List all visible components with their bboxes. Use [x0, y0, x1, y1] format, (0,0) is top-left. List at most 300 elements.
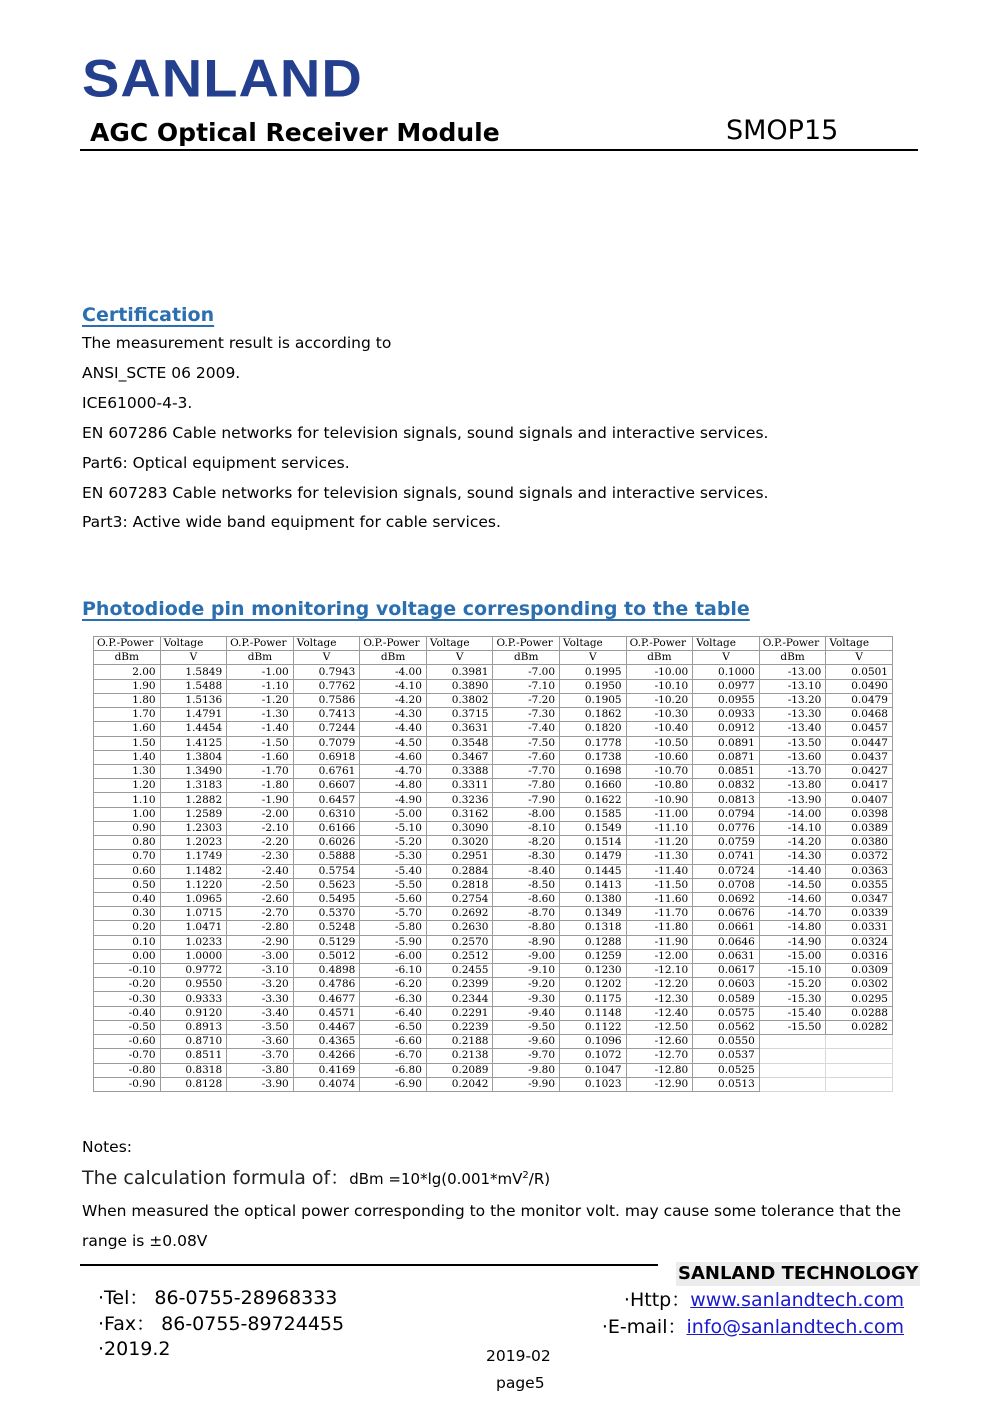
data-power-cell: -11.20 [626, 836, 693, 850]
data-power-cell: -4.50 [360, 736, 427, 750]
data-power-cell: -6.50 [360, 1020, 427, 1034]
data-power-cell: 0.00 [94, 949, 161, 963]
data-power-cell: -7.30 [493, 708, 560, 722]
unit-voltage-cell: V [426, 651, 493, 665]
data-voltage-cell: 1.1482 [160, 864, 227, 878]
data-voltage-cell: 1.1220 [160, 878, 227, 892]
data-voltage-cell: 0.1514 [560, 836, 627, 850]
data-voltage-cell: 0.0912 [693, 722, 760, 736]
data-voltage-cell: 0.0339 [826, 907, 893, 921]
data-voltage-cell: 0.0479 [826, 693, 893, 707]
unit-voltage-cell: V [560, 651, 627, 665]
data-power-cell: -9.30 [493, 992, 560, 1006]
data-power-cell: 1.80 [94, 693, 161, 707]
data-voltage-cell: 0.0282 [826, 1020, 893, 1034]
table-row [94, 864, 893, 878]
data-power-cell: -15.20 [759, 978, 826, 992]
data-voltage-cell: 0.0589 [693, 992, 760, 1006]
email-link[interactable]: info@sanlandtech.com [686, 1316, 904, 1338]
data-power-cell: -1.30 [227, 708, 294, 722]
data-voltage-cell: 0.1698 [560, 764, 627, 778]
data-power-cell: -14.90 [759, 935, 826, 949]
data-voltage-cell: 0.3090 [426, 821, 493, 835]
data-voltage-cell: 1.5136 [160, 693, 227, 707]
data-power-cell: -5.70 [360, 907, 427, 921]
data-voltage-cell: 0.1413 [560, 878, 627, 892]
data-power-cell: -14.40 [759, 864, 826, 878]
tolerance-note: When measured the optical power corresponding to the monitor volt. may cause some tolerance that the range is ±0.08V [82, 1202, 902, 1250]
data-power-cell: -11.50 [626, 878, 693, 892]
data-power-cell: -5.40 [360, 864, 427, 878]
data-power-cell: -3.20 [227, 978, 294, 992]
data-voltage-cell: 0.6026 [293, 836, 360, 850]
data-voltage-cell [826, 1049, 893, 1063]
data-power-cell: -15.00 [759, 949, 826, 963]
data-power-cell: 1.10 [94, 793, 161, 807]
data-power-cell: -8.40 [493, 864, 560, 878]
data-voltage-cell: 0.0933 [693, 708, 760, 722]
data-voltage-cell: 0.3802 [426, 693, 493, 707]
data-voltage-cell: 1.3490 [160, 764, 227, 778]
data-voltage-cell: 0.1023 [560, 1077, 627, 1091]
data-voltage-cell: 0.2042 [426, 1077, 493, 1091]
data-voltage-cell: 0.1585 [560, 807, 627, 821]
table-row [94, 907, 893, 921]
data-power-cell [759, 1049, 826, 1063]
data-power-cell: -9.40 [493, 1006, 560, 1020]
data-voltage-cell: 0.2692 [426, 907, 493, 921]
data-voltage-cell: 0.5888 [293, 850, 360, 864]
data-voltage-cell: 0.2239 [426, 1020, 493, 1034]
table-row [94, 821, 893, 835]
unit-voltage-cell: V [160, 651, 227, 665]
data-voltage-cell: 0.0676 [693, 907, 760, 921]
data-power-cell: -8.90 [493, 935, 560, 949]
certification-heading: Certification [82, 304, 215, 326]
header-voltage-cell: Voltage [826, 637, 893, 651]
table-row [94, 1063, 893, 1077]
data-voltage-cell: 1.2589 [160, 807, 227, 821]
unit-voltage-cell: V [826, 651, 893, 665]
data-power-cell: -12.60 [626, 1035, 693, 1049]
data-power-cell: -2.90 [227, 935, 294, 949]
email-label: ·E-mail： [601, 1316, 687, 1338]
cert-line: EN 607286 Cable networks for television signals, sound signals and interactive services. [82, 424, 769, 442]
data-power-cell: -12.00 [626, 949, 693, 963]
data-power-cell: -7.40 [493, 722, 560, 736]
website-link[interactable]: www.sanlandtech.com [690, 1289, 904, 1311]
header-power-cell: O.P.-Power [360, 637, 427, 651]
data-power-cell: -4.30 [360, 708, 427, 722]
data-power-cell: -9.20 [493, 978, 560, 992]
data-voltage-cell: 0.6457 [293, 793, 360, 807]
data-voltage-cell: 0.1096 [560, 1035, 627, 1049]
data-voltage-cell: 0.0501 [826, 665, 893, 679]
unit-voltage-cell: V [693, 651, 760, 665]
table-row [94, 764, 893, 778]
formula-post: /R) [528, 1170, 551, 1188]
data-voltage-cell: 0.1230 [560, 964, 627, 978]
data-power-cell: -14.10 [759, 821, 826, 835]
data-power-cell: -7.60 [493, 750, 560, 764]
data-voltage-cell: 0.0407 [826, 793, 893, 807]
data-power-cell: -0.60 [94, 1035, 161, 1049]
data-voltage-cell: 0.4169 [293, 1063, 360, 1077]
data-voltage-cell: 1.3804 [160, 750, 227, 764]
data-power-cell: -9.70 [493, 1049, 560, 1063]
data-power-cell: -10.90 [626, 793, 693, 807]
data-voltage-cell: 0.3311 [426, 779, 493, 793]
formula-pre: dBm =10*lg(0.001*mV [349, 1170, 523, 1188]
data-voltage-cell: 0.1122 [560, 1020, 627, 1034]
data-voltage-cell: 0.3162 [426, 807, 493, 821]
data-power-cell: -13.60 [759, 750, 826, 764]
unit-power-cell: dBm [360, 651, 427, 665]
cert-line: ICE61000-4-3. [82, 394, 193, 412]
data-voltage-cell: 0.0794 [693, 807, 760, 821]
data-power-cell: -13.80 [759, 779, 826, 793]
data-power-cell: -4.00 [360, 665, 427, 679]
data-power-cell: -1.40 [227, 722, 294, 736]
data-voltage-cell: 0.1905 [560, 693, 627, 707]
data-power-cell: -8.80 [493, 921, 560, 935]
data-voltage-cell: 0.8913 [160, 1020, 227, 1034]
data-power-cell: -8.30 [493, 850, 560, 864]
data-power-cell: -15.50 [759, 1020, 826, 1034]
data-power-cell: -7.70 [493, 764, 560, 778]
data-power-cell: 0.50 [94, 878, 161, 892]
data-voltage-cell: 0.4266 [293, 1049, 360, 1063]
formula-lead: The calculation formula of： [82, 1167, 350, 1189]
data-voltage-cell: 0.8710 [160, 1035, 227, 1049]
data-power-cell: -2.10 [227, 821, 294, 835]
header-voltage-cell: Voltage [693, 637, 760, 651]
data-power-cell: -7.00 [493, 665, 560, 679]
data-power-cell: -2.40 [227, 864, 294, 878]
data-voltage-cell: 0.0427 [826, 764, 893, 778]
data-power-cell: -14.60 [759, 892, 826, 906]
data-voltage-cell: 0.7079 [293, 736, 360, 750]
header-power-cell: O.P.-Power [227, 637, 294, 651]
header-power-cell: O.P.-Power [626, 637, 693, 651]
data-voltage-cell: 0.4467 [293, 1020, 360, 1034]
data-power-cell: 1.30 [94, 764, 161, 778]
data-power-cell: 1.40 [94, 750, 161, 764]
http-line [624, 1287, 904, 1313]
data-voltage-cell: 0.1660 [560, 779, 627, 793]
data-power-cell: 0.40 [94, 892, 161, 906]
data-voltage-cell: 0.3388 [426, 764, 493, 778]
data-voltage-cell: 0.0759 [693, 836, 760, 850]
data-power-cell: -7.20 [493, 693, 560, 707]
data-voltage-cell: 0.0309 [826, 964, 893, 978]
data-voltage-cell: 0.0295 [826, 992, 893, 1006]
data-power-cell: -1.50 [227, 736, 294, 750]
data-power-cell: -1.60 [227, 750, 294, 764]
data-power-cell: -11.70 [626, 907, 693, 921]
data-power-cell: -12.30 [626, 992, 693, 1006]
data-voltage-cell: 0.7762 [293, 679, 360, 693]
data-power-cell: -12.40 [626, 1006, 693, 1020]
data-voltage-cell: 1.1749 [160, 850, 227, 864]
data-voltage-cell: 0.6607 [293, 779, 360, 793]
table-row [94, 921, 893, 935]
data-power-cell: -5.60 [360, 892, 427, 906]
table-row [94, 892, 893, 906]
table-row [94, 1006, 893, 1020]
data-voltage-cell: 0.3715 [426, 708, 493, 722]
data-power-cell: -12.70 [626, 1049, 693, 1063]
header-voltage-cell: Voltage [426, 637, 493, 651]
data-voltage-cell: 1.3183 [160, 779, 227, 793]
data-power-cell [759, 1077, 826, 1091]
data-voltage-cell: 0.1445 [560, 864, 627, 878]
data-voltage-cell: 0.0871 [693, 750, 760, 764]
data-voltage-cell: 0.5370 [293, 907, 360, 921]
data-power-cell: -2.00 [227, 807, 294, 821]
data-power-cell: -2.30 [227, 850, 294, 864]
data-power-cell: -1.00 [227, 665, 294, 679]
data-power-cell: -4.60 [360, 750, 427, 764]
header-divider [80, 149, 918, 151]
data-power-cell: -15.40 [759, 1006, 826, 1020]
data-power-cell: -12.20 [626, 978, 693, 992]
data-power-cell: -13.40 [759, 722, 826, 736]
data-voltage-cell: 1.5488 [160, 679, 227, 693]
data-voltage-cell: 0.8318 [160, 1063, 227, 1077]
data-power-cell: -1.20 [227, 693, 294, 707]
data-voltage-cell: 0.0417 [826, 779, 893, 793]
data-voltage-cell: 0.0631 [693, 949, 760, 963]
data-voltage-cell: 0.0355 [826, 878, 893, 892]
unit-voltage-cell: V [293, 651, 360, 665]
data-voltage-cell: 1.2023 [160, 836, 227, 850]
data-power-cell: -8.60 [493, 892, 560, 906]
data-power-cell: -8.70 [493, 907, 560, 921]
data-voltage-cell: 0.0372 [826, 850, 893, 864]
voltage-table [93, 636, 893, 1092]
data-power-cell: -10.30 [626, 708, 693, 722]
data-voltage-cell: 1.4791 [160, 708, 227, 722]
cert-line: Part3: Active wide band equipment for cable services. [82, 513, 501, 531]
data-power-cell: -9.80 [493, 1063, 560, 1077]
data-power-cell: -1.70 [227, 764, 294, 778]
data-voltage-cell: 1.0715 [160, 907, 227, 921]
data-voltage-cell: 0.7586 [293, 693, 360, 707]
data-power-cell: 1.90 [94, 679, 161, 693]
unit-power-cell: dBm [626, 651, 693, 665]
data-voltage-cell: 0.1380 [560, 892, 627, 906]
data-voltage-cell: 0.0389 [826, 821, 893, 835]
table-row [94, 878, 893, 892]
data-power-cell: -4.90 [360, 793, 427, 807]
data-power-cell: -3.80 [227, 1063, 294, 1077]
data-power-cell: -11.30 [626, 850, 693, 864]
data-power-cell: -4.70 [360, 764, 427, 778]
data-power-cell: -7.80 [493, 779, 560, 793]
header-power-cell: O.P.-Power [94, 637, 161, 651]
data-power-cell: -5.00 [360, 807, 427, 821]
data-voltage-cell: 1.0233 [160, 935, 227, 949]
data-voltage-cell: 0.0603 [693, 978, 760, 992]
table-row [94, 1020, 893, 1034]
data-power-cell: -13.20 [759, 693, 826, 707]
data-power-cell: -14.80 [759, 921, 826, 935]
data-power-cell: -11.00 [626, 807, 693, 821]
data-power-cell: -3.50 [227, 1020, 294, 1034]
data-power-cell: -3.90 [227, 1077, 294, 1091]
data-voltage-cell: 0.8511 [160, 1049, 227, 1063]
data-voltage-cell: 0.1778 [560, 736, 627, 750]
data-power-cell: -0.20 [94, 978, 161, 992]
data-power-cell: -9.10 [493, 964, 560, 978]
data-power-cell: -4.80 [360, 779, 427, 793]
footer-date: 2019-02 [486, 1347, 551, 1365]
data-power-cell: -3.30 [227, 992, 294, 1006]
data-power-cell [759, 1035, 826, 1049]
data-voltage-cell: 0.0331 [826, 921, 893, 935]
data-voltage-cell: 0.1950 [560, 679, 627, 693]
unit-power-cell: dBm [493, 651, 560, 665]
data-voltage-cell: 0.6310 [293, 807, 360, 821]
data-power-cell: 1.60 [94, 722, 161, 736]
data-voltage-cell: 0.1995 [560, 665, 627, 679]
table-row [94, 736, 893, 750]
table-row [94, 779, 893, 793]
data-voltage-cell: 1.2882 [160, 793, 227, 807]
data-voltage-cell: 0.1000 [693, 665, 760, 679]
data-power-cell: -14.20 [759, 836, 826, 850]
data-voltage-cell: 0.1349 [560, 907, 627, 921]
data-voltage-cell: 0.0537 [693, 1049, 760, 1063]
data-power-cell: -5.50 [360, 878, 427, 892]
data-voltage-cell: 0.1820 [560, 722, 627, 736]
data-power-cell: -7.50 [493, 736, 560, 750]
data-power-cell: -13.10 [759, 679, 826, 693]
data-voltage-cell: 0.9120 [160, 1006, 227, 1020]
data-voltage-cell: 1.0471 [160, 921, 227, 935]
unit-power-cell: dBm [227, 651, 294, 665]
table-row [94, 1077, 893, 1091]
data-power-cell: -9.90 [493, 1077, 560, 1091]
data-power-cell: -11.10 [626, 821, 693, 835]
data-power-cell: 2.00 [94, 665, 161, 679]
data-power-cell: -14.70 [759, 907, 826, 921]
table-row [94, 708, 893, 722]
data-voltage-cell: 0.5012 [293, 949, 360, 963]
data-voltage-cell: 0.1175 [560, 992, 627, 1006]
data-power-cell: -8.50 [493, 878, 560, 892]
data-voltage-cell: 0.3548 [426, 736, 493, 750]
data-voltage-cell: 0.0316 [826, 949, 893, 963]
data-voltage-cell: 0.3236 [426, 793, 493, 807]
data-voltage-cell: 0.1862 [560, 708, 627, 722]
data-voltage-cell: 0.0661 [693, 921, 760, 935]
data-power-cell: -15.10 [759, 964, 826, 978]
data-power-cell: -14.50 [759, 878, 826, 892]
data-voltage-cell: 0.0851 [693, 764, 760, 778]
data-voltage-cell: 0.2291 [426, 1006, 493, 1020]
data-power-cell: -6.20 [360, 978, 427, 992]
data-voltage-cell: 0.1202 [560, 978, 627, 992]
data-power-cell: -2.50 [227, 878, 294, 892]
data-voltage-cell: 0.4365 [293, 1035, 360, 1049]
data-power-cell: 1.20 [94, 779, 161, 793]
data-voltage-cell: 0.0468 [826, 708, 893, 722]
company-name: SANLAND TECHNOLOGY [678, 1263, 919, 1284]
data-power-cell: -6.10 [360, 964, 427, 978]
data-power-cell: -3.40 [227, 1006, 294, 1020]
data-voltage-cell: 0.1738 [560, 750, 627, 764]
data-voltage-cell: 0.2818 [426, 878, 493, 892]
notes-label: Notes: [82, 1138, 132, 1156]
data-voltage-cell: 0.1259 [560, 949, 627, 963]
data-voltage-cell: 0.7413 [293, 708, 360, 722]
data-voltage-cell [826, 1063, 893, 1077]
table-row [94, 1049, 893, 1063]
data-voltage-cell: 0.2138 [426, 1049, 493, 1063]
data-voltage-cell: 0.5129 [293, 935, 360, 949]
data-voltage-cell: 0.7244 [293, 722, 360, 736]
data-power-cell: -13.90 [759, 793, 826, 807]
data-voltage-cell: 0.0724 [693, 864, 760, 878]
data-power-cell: 0.30 [94, 907, 161, 921]
data-voltage-cell: 1.5849 [160, 665, 227, 679]
data-voltage-cell: 1.4454 [160, 722, 227, 736]
data-voltage-cell: 0.0288 [826, 1006, 893, 1020]
data-power-cell: -0.50 [94, 1020, 161, 1034]
data-power-cell: -4.10 [360, 679, 427, 693]
header-power-cell: O.P.-Power [493, 637, 560, 651]
data-voltage-cell: 0.1318 [560, 921, 627, 935]
table-row [94, 665, 893, 679]
data-voltage-cell: 0.0575 [693, 1006, 760, 1020]
table-row [94, 964, 893, 978]
data-power-cell: -8.20 [493, 836, 560, 850]
data-power-cell: -0.40 [94, 1006, 161, 1020]
data-voltage-cell: 0.3981 [426, 665, 493, 679]
data-voltage-cell: 0.0741 [693, 850, 760, 864]
data-voltage-cell: 0.3631 [426, 722, 493, 736]
data-voltage-cell: 0.0891 [693, 736, 760, 750]
data-voltage-cell: 0.1047 [560, 1063, 627, 1077]
data-voltage-cell: 0.5495 [293, 892, 360, 906]
data-power-cell: -10.70 [626, 764, 693, 778]
header-power-cell: O.P.-Power [759, 637, 826, 651]
data-power-cell: -0.10 [94, 964, 161, 978]
data-power-cell: -13.30 [759, 708, 826, 722]
data-voltage-cell: 0.1148 [560, 1006, 627, 1020]
data-power-cell: -4.40 [360, 722, 427, 736]
data-power-cell: -6.40 [360, 1006, 427, 1020]
data-voltage-cell: 0.7943 [293, 665, 360, 679]
cert-line: The measurement result is according to [82, 334, 392, 352]
data-power-cell: -9.00 [493, 949, 560, 963]
data-power-cell: -12.80 [626, 1063, 693, 1077]
data-power-cell: -11.80 [626, 921, 693, 935]
data-voltage-cell: 0.0380 [826, 836, 893, 850]
data-power-cell: -11.60 [626, 892, 693, 906]
data-power-cell: -6.70 [360, 1049, 427, 1063]
data-power-cell: -6.30 [360, 992, 427, 1006]
data-power-cell: -13.00 [759, 665, 826, 679]
data-power-cell: -8.00 [493, 807, 560, 821]
data-voltage-cell: 0.2884 [426, 864, 493, 878]
data-power-cell: -3.10 [227, 964, 294, 978]
data-power-cell: -10.50 [626, 736, 693, 750]
data-power-cell: -5.20 [360, 836, 427, 850]
data-power-cell: 0.20 [94, 921, 161, 935]
